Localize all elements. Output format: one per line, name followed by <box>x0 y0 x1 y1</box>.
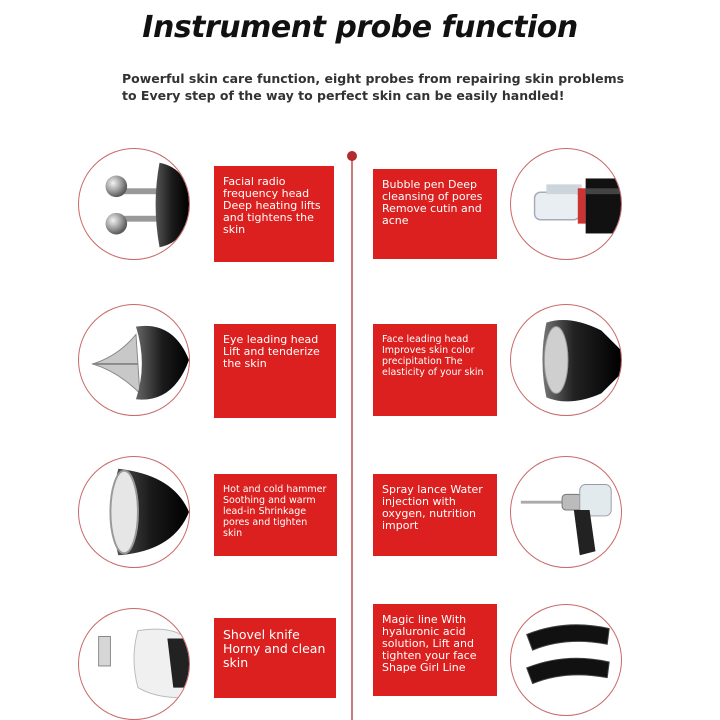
magic-line-icon <box>510 604 622 716</box>
face-leading-head-icon <box>510 304 622 416</box>
bubble-pen-icon <box>510 148 622 260</box>
page-title: Instrument probe function <box>142 10 578 45</box>
radio-frequency-head-icon <box>78 148 190 260</box>
probe-card-hammer: Hot and cold hammer Soothing and warm lead-in Shrinkage pores and tighten skin <box>214 474 337 556</box>
probe-card-rf-head: Facial radio frequency head Deep heating lifts and tightens the skin <box>214 166 334 262</box>
spray-lance-icon <box>510 456 622 568</box>
probe-card-magic-line: Magic line With hyaluronic acid solution, Lift and tighten your face Shape Girl Line <box>373 604 497 696</box>
eye-leading-head-icon <box>78 304 190 416</box>
shovel-knife-icon <box>78 608 190 720</box>
probe-card-face-head: Face leading head Improves skin color precipitation The elasticity of your skin <box>373 324 497 416</box>
probe-card-shovel-knife: Shovel knife Horny and clean skin <box>214 618 336 698</box>
page-subtitle <box>122 70 625 104</box>
center-divider <box>351 160 353 720</box>
probe-card-bubble-pen: Bubble pen Deep cleansing of pores Remove cutin and acne <box>373 169 497 259</box>
probe-card-eye-head: Eye leading head Lift and tenderize the skin <box>214 324 336 418</box>
probe-card-spray-lance: Spray lance Water injection with oxygen, nutrition import <box>373 474 497 556</box>
subtitle-line-1: Powerful skin care function, eight probes from repairing skin problems <box>122 71 625 86</box>
subtitle-line-2: to Every step of the way to perfect skin can be easily handled! <box>122 88 565 103</box>
divider-dot <box>347 151 357 161</box>
hot-cold-hammer-icon <box>78 456 190 568</box>
